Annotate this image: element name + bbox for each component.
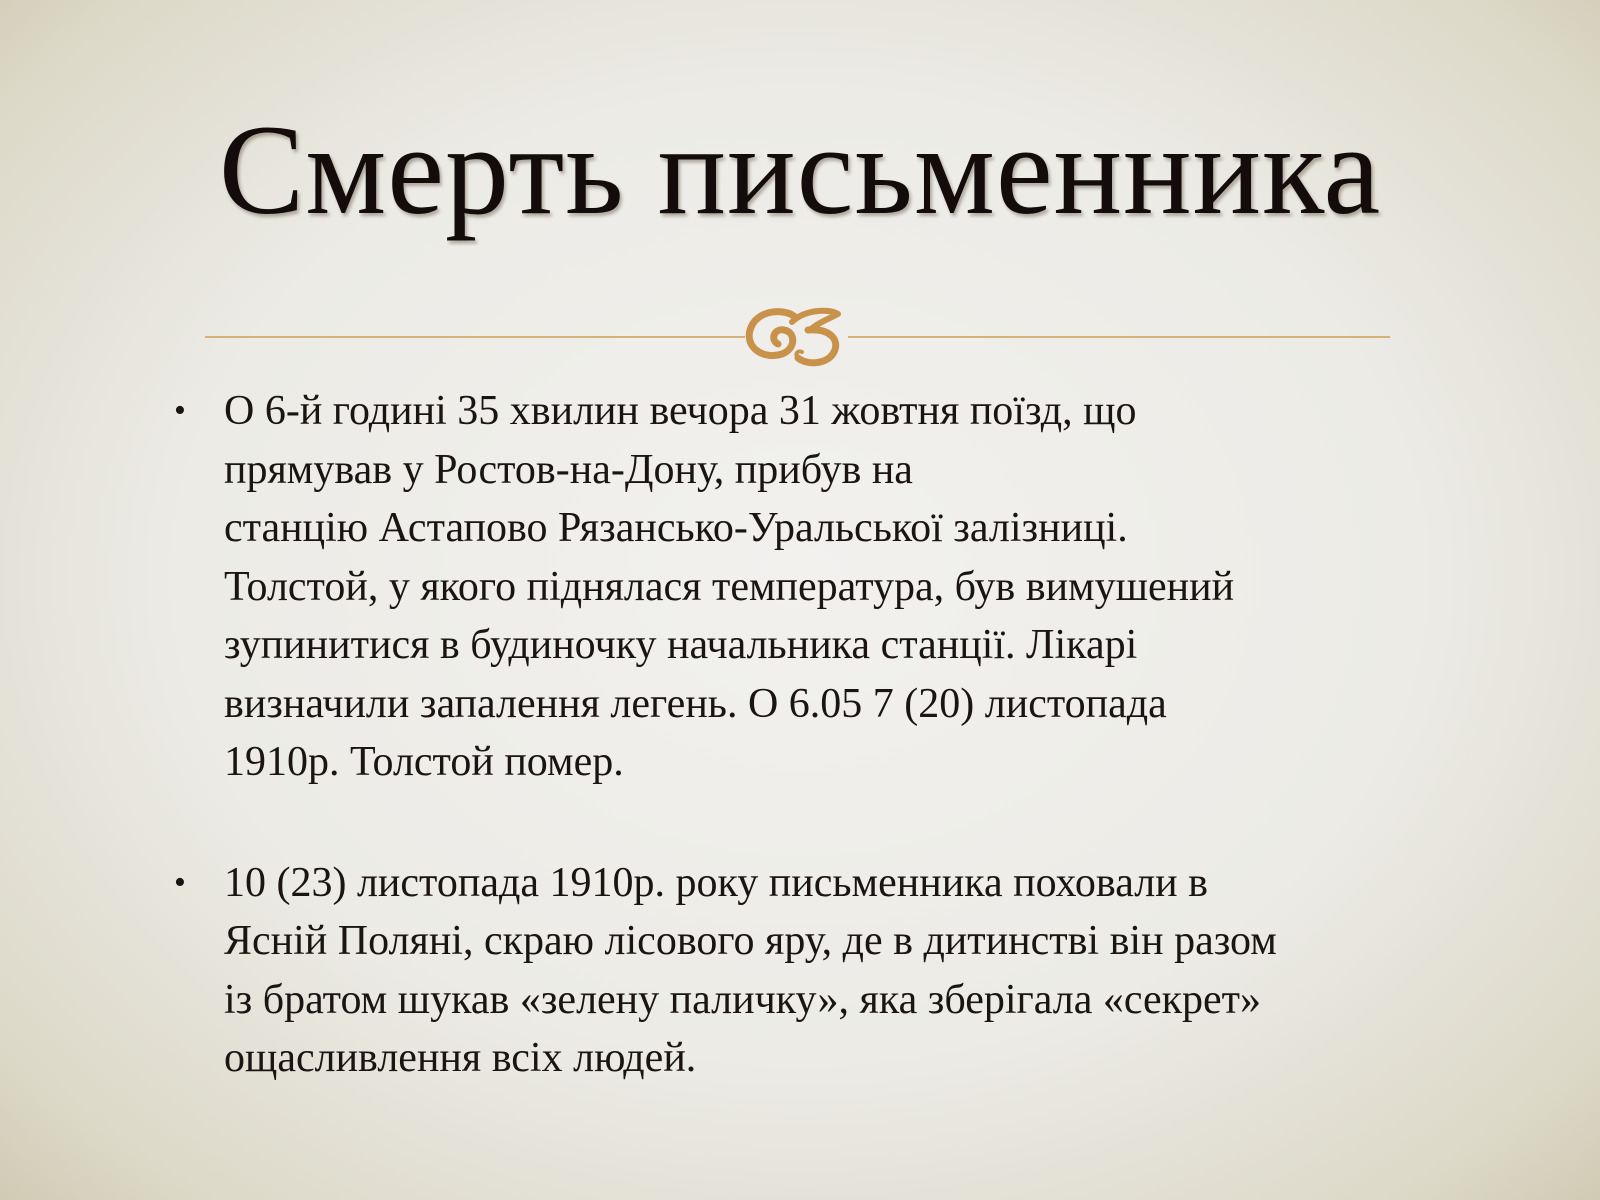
text-line: О 6-й годині 35 хвилин вечора 31 жовтня поїзд, що [224,388,1137,434]
text-line: зупинитися в будиночку начальника станції. Лікарі [224,622,1138,668]
bullet-list [170,382,1470,1088]
scroll-flourish-icon [742,300,854,370]
divider-left [205,336,745,338]
divider-right [848,336,1390,338]
text-line: прямував у Ростов-на-Дону, прибув на [224,446,913,493]
slide-title: Смерть письменника [218,99,1382,241]
bullet-item-2 [170,854,1470,1088]
bullet-item-1 [170,382,1470,792]
text-line: із братом шукав «зелену паличку», яка зберігала «секрет» [224,976,1262,1023]
text-line: 1910р. Толстой помер. [224,739,624,785]
text-line: Толстой, у якого піднялася температура, був вимушений [224,563,1235,610]
text-line: визначили запалення легень. О 6.05 7 (20) листопада [224,680,1167,727]
bullet-marker: • [174,863,186,901]
text-line: станцію Астапово Рязансько-Уральської залізниці. [224,505,1128,551]
text-line: 10 (23) листопада 1910р. року письменника поховали в [224,859,1208,906]
text-line: ощасливлення всіх людей. [224,1035,697,1081]
text-line: Ясній Поляні, скраю лісового яру, де в дитинстві він разом [224,918,1277,964]
bullet-marker: • [174,392,186,429]
